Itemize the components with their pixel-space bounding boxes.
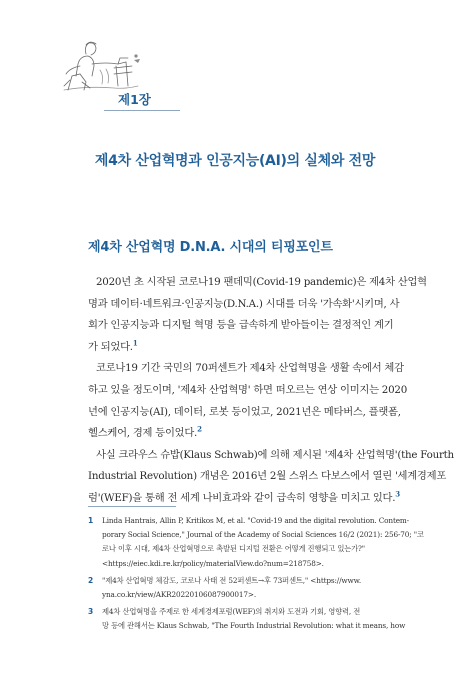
body-line: 2020년 초 시작된 코로나19 팬데믹(Covid-19 pandemic)은 제4차 산업혁 xyxy=(96,276,427,288)
footnote-line: 망 등에 관해서는 Klaus Schwab, "The Fourth Industrial Revolution: what it means, how xyxy=(102,621,406,631)
footnote-ref-1[interactable]: 1 xyxy=(132,338,138,348)
chapter-illustration xyxy=(56,36,146,96)
body-line: 럼'(WEF)을 통해 전 세계 나비효과와 같이 급속히 영향을 미치고 있다.$^3$ xyxy=(88,489,400,504)
footnotes xyxy=(88,514,424,634)
footnote xyxy=(88,574,388,602)
footnote-ref-2[interactable]: 2 xyxy=(197,424,202,434)
body-line: 헬스케어, 경제 등이었다.$^2$ xyxy=(88,424,202,440)
footnote-number: 2 xyxy=(88,575,94,585)
body-line: 년에 인공지능(AI), 데이터, 로봇 등이었고, 2021년은 메타버스, 플랫폼, xyxy=(88,405,401,418)
footnote xyxy=(88,605,406,633)
footnote-line: Linda Hantrais, Allin P, Kritikos M, et al. "Covid-19 and the digital revolution. Contem- xyxy=(102,516,410,525)
chapter-title: 제4차 산업혁명과 인공지능(AI)의 실체와 전망 xyxy=(94,153,376,169)
chapter-label: 제1장 xyxy=(118,92,151,107)
body-line: 하고 있을 정도이며, '제4차 산업혁명' 하면 떠오르는 연상 이미지는 2020 xyxy=(88,383,408,396)
footnote-ref-3[interactable]: 3 xyxy=(395,489,400,499)
body-line: 명과 데이터·네트워크·인공지능(D.N.A.) 시대를 더욱 '가속화'시키며, 사 xyxy=(88,297,400,310)
footnote-link[interactable]: <https://eiec.kdi.re.kr/policy/materialView.do?num=218758>. xyxy=(102,558,324,568)
footnote-line: 로나 이후 시대, 제4차 산업혁명으로 촉발된 디지털 전환은 어떻게 진행되고 있는가?" xyxy=(102,544,365,554)
section-title: 제4차 산업혁명 D.N.A. 시대의 티핑포인트 xyxy=(88,240,333,255)
footnote-line: porary Social Science," Journal of the Academy of Social Sciences 16/2 (2021): 256-70; "코 xyxy=(102,530,424,540)
footnote-link[interactable]: "제4차 산업혁명 체감도, 코로나 사태 전 52퍼센트→후 73퍼센트," <https://www. xyxy=(102,575,362,585)
body-line: 코로나19 기간 국민의 70퍼센트가 제4차 산업혁명을 생활 속에서 체감 xyxy=(96,362,404,375)
body-line: 회가 인공지능과 디지털 혁명 등을 급속하게 받아들이는 결정적인 계기 xyxy=(88,319,394,332)
body-line: 가 되었다.$^1$ xyxy=(88,338,138,353)
footnote-line: 제4차 산업혁명을 주제로 한 세계경제포럼(WEF)의 취지와 도전과 기회, 영향력, 전 xyxy=(102,607,361,617)
chapter-divider xyxy=(104,110,180,111)
footnote-link[interactable]: yna.co.kr/view/AKR20220106087900017>. xyxy=(102,590,257,600)
body-text xyxy=(88,272,454,510)
body-line: 사실 크라우스 슈밥(Klaus Schwab)에 의해 제시된 '제4차 산업혁명'(the Fourth xyxy=(96,448,454,461)
body-line: Industrial Revolution) 개념은 2016년 2월 스위스 다보스에서 열린 '세계경제포 xyxy=(88,470,447,483)
footnote-divider xyxy=(88,506,176,507)
footnote-number: 1 xyxy=(88,516,94,525)
footnote-number: 3 xyxy=(88,607,94,617)
footnote xyxy=(88,514,424,571)
